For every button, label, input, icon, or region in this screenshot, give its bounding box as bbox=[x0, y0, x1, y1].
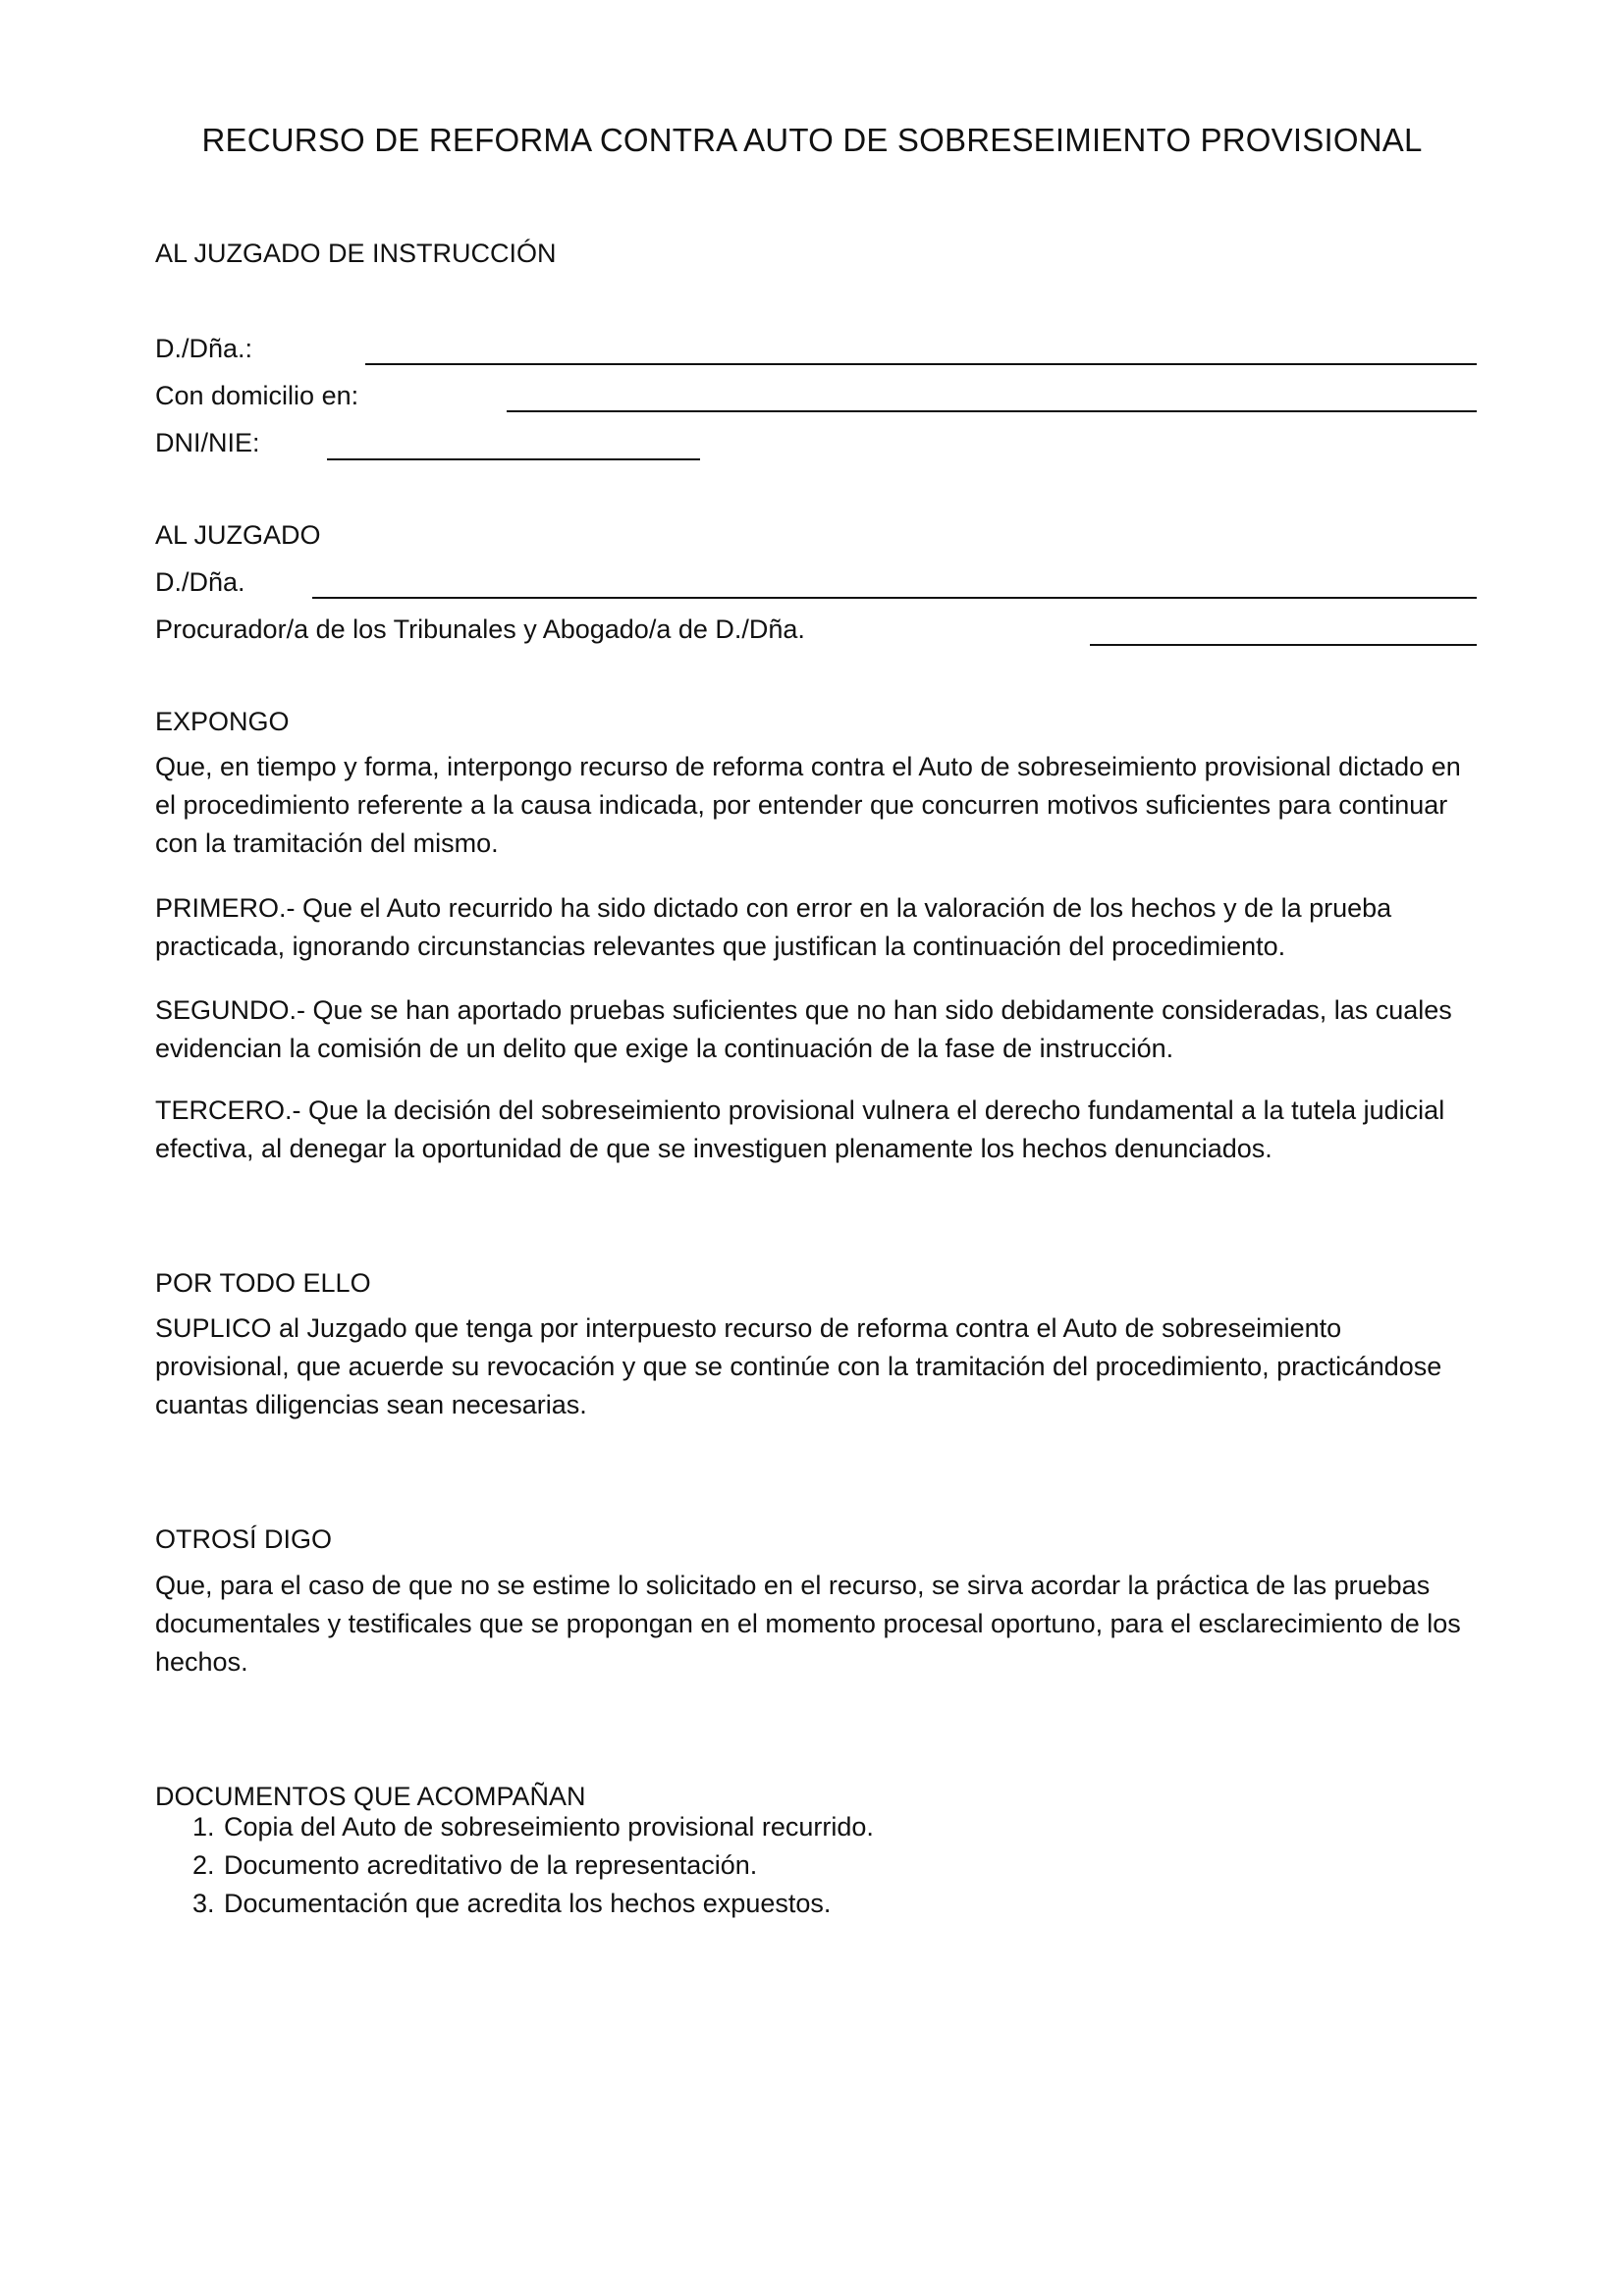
otrosi-heading: OTROSÍ DIGO bbox=[155, 1524, 333, 1554]
procurador-line[interactable] bbox=[1090, 644, 1477, 646]
procurador-label: Procurador/a de los Tribunales y Abogado/a de D./Dña. bbox=[155, 614, 805, 644]
name-field-line[interactable] bbox=[365, 363, 1477, 365]
expongo-intro: Que, en tiempo y forma, interpongo recurso de reforma contra el Auto de sobreseimiento provisional dictado en el procedimiento referente a la causa indicada, por entender que concurren motivos suficientes para continuar con la tramitación del mismo. bbox=[155, 752, 1461, 858]
list-item bbox=[192, 1808, 874, 1846]
id-field-label: DNI/NIE: bbox=[155, 428, 260, 457]
name-field-label: D./Dña.: bbox=[155, 334, 253, 363]
second-court-heading: AL JUZGADO bbox=[155, 520, 321, 550]
list-item bbox=[192, 1885, 874, 1923]
otrosi-paragraph: Que, para el caso de que no se estime lo solicitado en el recurso, se sirva acordar la práctica de las pruebas documentales y testificales que se propongan en el momento procesal oportuno, para el esclarecimiento de los hechos. bbox=[155, 1571, 1461, 1677]
document-title: RECURSO DE REFORMA CONTRA AUTO DE SOBRESEIMIENTO PROVISIONAL bbox=[201, 122, 1423, 158]
id-field-line[interactable] bbox=[327, 458, 700, 460]
expongo-heading: EXPONGO bbox=[155, 707, 290, 736]
suplico-paragraph: SUPLICO al Juzgado que tenga por interpuesto recurso de reforma contra el Auto de sobreseimiento provisional, que acuerde su revocación y que se continúe con la tramitación del procedimiento, practicándose cuantas diligencias sean necesarias. bbox=[155, 1313, 1442, 1419]
list-item-text: Documento acreditativo de la representación. bbox=[224, 1850, 758, 1880]
por-todo-ello-heading: POR TODO ELLO bbox=[155, 1268, 371, 1298]
list-item-number: 1. bbox=[192, 1812, 215, 1842]
documentos-list bbox=[192, 1808, 874, 1923]
segundo-paragraph: SEGUNDO.- Que se han aportado pruebas suficientes que no han sido debidamente consideradas, las cuales evidencian la comisión de un delito que exige la continuación de la fase de instrucción. bbox=[155, 995, 1452, 1063]
address-field-label: Con domicilio en: bbox=[155, 381, 359, 410]
list-item-text: Documentación que acredita los hechos expuestos. bbox=[224, 1889, 832, 1918]
representative-name-label: D./Dña. bbox=[155, 567, 245, 597]
list-item-number: 2. bbox=[192, 1850, 215, 1880]
court-heading: AL JUZGADO DE INSTRUCCIÓN bbox=[155, 239, 557, 268]
address-field-line[interactable] bbox=[507, 410, 1477, 412]
primero-paragraph: PRIMERO.- Que el Auto recurrido ha sido dictado con error en la valoración de los hechos y de la prueba practicada, ignorando circunstancias relevantes que justifican la continuación del procedimiento. bbox=[155, 893, 1392, 961]
list-item-text: Copia del Auto de sobreseimiento provisional recurrido. bbox=[224, 1812, 874, 1842]
list-item bbox=[192, 1846, 874, 1885]
representative-name-line[interactable] bbox=[312, 597, 1477, 599]
list-item-number: 3. bbox=[192, 1889, 215, 1918]
tercero-paragraph: TERCERO.- Que la decisión del sobreseimiento provisional vulnera el derecho fundamental a la tutela judicial efectiva, al denegar la oportunidad de que se investiguen plenamente los hechos denunciados. bbox=[155, 1095, 1445, 1163]
documentos-heading: DOCUMENTOS QUE ACOMPAÑAN bbox=[155, 1782, 586, 1811]
